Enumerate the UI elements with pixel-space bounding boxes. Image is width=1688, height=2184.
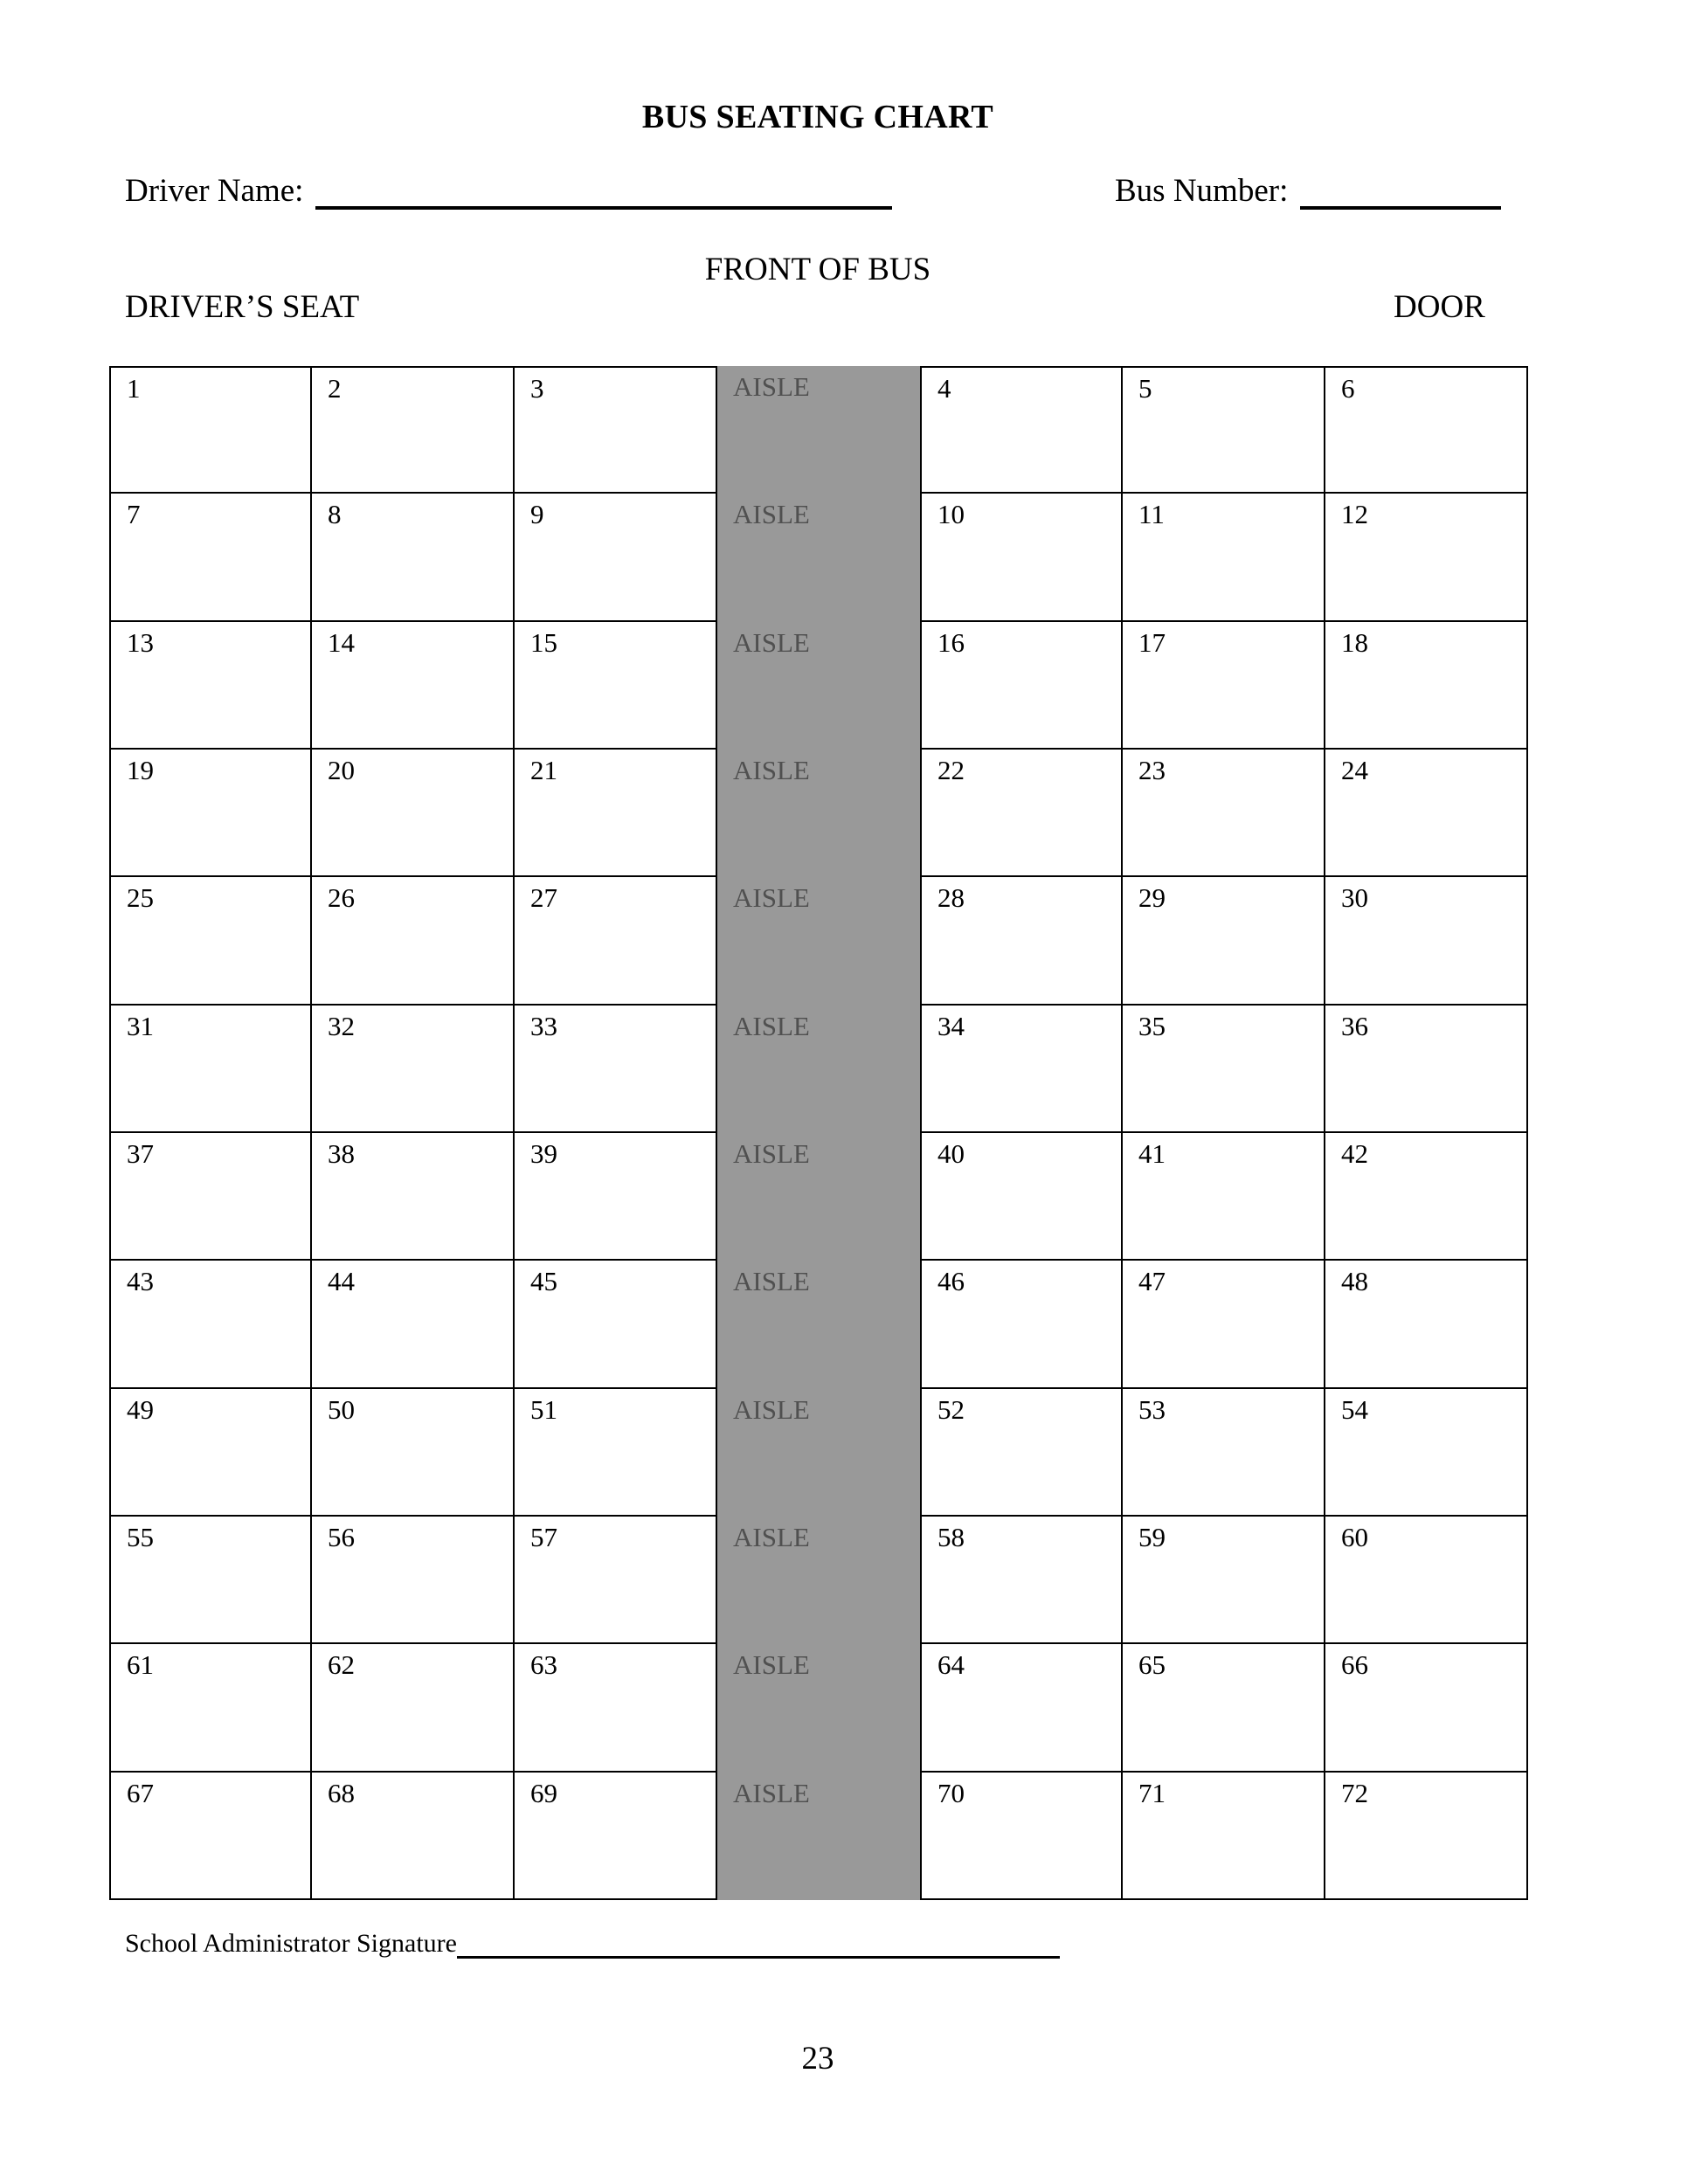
seat-cell[interactable]: 29	[1123, 877, 1325, 1005]
seat-cell[interactable]: 30	[1325, 877, 1528, 1005]
seat-cell[interactable]: 14	[312, 622, 515, 750]
seat-cell[interactable]: 2	[312, 366, 515, 494]
signature-blank[interactable]	[457, 1932, 1060, 1959]
seat-cell[interactable]: 51	[515, 1389, 717, 1517]
seat-cell[interactable]: 28	[920, 877, 1123, 1005]
seat-cell[interactable]: 49	[109, 1389, 312, 1517]
seat-cell[interactable]: 67	[109, 1773, 312, 1900]
aisle-cell: AISLE	[717, 1517, 920, 1644]
aisle-cell: AISLE	[717, 750, 920, 877]
driver-name-blank[interactable]	[315, 176, 892, 210]
seat-cell[interactable]: 71	[1123, 1773, 1325, 1900]
seat-cell[interactable]: 23	[1123, 750, 1325, 877]
seat-cell[interactable]: 31	[109, 1006, 312, 1133]
seat-cell[interactable]: 55	[109, 1517, 312, 1644]
seat-cell[interactable]: 17	[1123, 622, 1325, 750]
driver-name-field	[125, 172, 892, 210]
seat-cell[interactable]: 10	[920, 494, 1123, 621]
aisle-cell: AISLE	[717, 366, 920, 494]
seat-cell[interactable]: 41	[1123, 1133, 1325, 1261]
seating-grid	[109, 366, 1528, 1900]
aisle-cell: AISLE	[717, 622, 920, 750]
seat-cell[interactable]: 48	[1325, 1261, 1528, 1388]
seat-cell[interactable]: 9	[515, 494, 717, 621]
seat-cell[interactable]: 63	[515, 1644, 717, 1772]
signature-label: School Administrator Signature	[125, 1929, 457, 1958]
seat-cell[interactable]: 61	[109, 1644, 312, 1772]
seat-cell[interactable]: 37	[109, 1133, 312, 1261]
seat-cell[interactable]: 70	[920, 1773, 1123, 1900]
front-of-bus-label: FRONT OF BUS	[704, 252, 931, 287]
seat-cell[interactable]: 20	[312, 750, 515, 877]
seat-cell[interactable]: 65	[1123, 1644, 1325, 1772]
seat-cell[interactable]: 26	[312, 877, 515, 1005]
seat-cell[interactable]: 57	[515, 1517, 717, 1644]
seat-cell[interactable]: 3	[515, 366, 717, 494]
door-label: DOOR	[1394, 289, 1485, 325]
seat-cell[interactable]: 45	[515, 1261, 717, 1388]
seat-cell[interactable]: 47	[1123, 1261, 1325, 1388]
driver-name-label: Driver Name:	[125, 173, 304, 209]
seat-cell[interactable]: 12	[1325, 494, 1528, 621]
drivers-seat-label: DRIVER’S SEAT	[125, 289, 360, 325]
seat-cell[interactable]: 68	[312, 1773, 515, 1900]
seat-cell[interactable]: 7	[109, 494, 312, 621]
aisle-cell: AISLE	[717, 1133, 920, 1261]
bus-number-field	[1115, 172, 1501, 210]
seat-cell[interactable]: 32	[312, 1006, 515, 1133]
seat-cell[interactable]: 16	[920, 622, 1123, 750]
signature-field	[125, 1929, 1060, 1959]
seat-cell[interactable]: 35	[1123, 1006, 1325, 1133]
seat-cell[interactable]: 8	[312, 494, 515, 621]
aisle-cell: AISLE	[717, 1644, 920, 1772]
seat-cell[interactable]: 5	[1123, 366, 1325, 494]
seat-cell[interactable]: 66	[1325, 1644, 1528, 1772]
seat-cell[interactable]: 59	[1123, 1517, 1325, 1644]
seat-cell[interactable]: 25	[109, 877, 312, 1005]
seat-cell[interactable]: 53	[1123, 1389, 1325, 1517]
seat-cell[interactable]: 34	[920, 1006, 1123, 1133]
aisle-cell: AISLE	[717, 1389, 920, 1517]
seat-cell[interactable]: 69	[515, 1773, 717, 1900]
seat-cell[interactable]: 52	[920, 1389, 1123, 1517]
seat-cell[interactable]: 19	[109, 750, 312, 877]
aisle-cell: AISLE	[717, 494, 920, 621]
seat-cell[interactable]: 11	[1123, 494, 1325, 621]
seat-cell[interactable]: 27	[515, 877, 717, 1005]
seat-cell[interactable]: 39	[515, 1133, 717, 1261]
seat-cell[interactable]: 72	[1325, 1773, 1528, 1900]
seat-cell[interactable]: 42	[1325, 1133, 1528, 1261]
seat-cell[interactable]: 36	[1325, 1006, 1528, 1133]
seat-cell[interactable]: 24	[1325, 750, 1528, 877]
seat-cell[interactable]: 56	[312, 1517, 515, 1644]
bus-number-blank[interactable]	[1300, 176, 1501, 210]
seat-cell[interactable]: 40	[920, 1133, 1123, 1261]
seat-cell[interactable]: 21	[515, 750, 717, 877]
seat-cell[interactable]: 62	[312, 1644, 515, 1772]
seat-cell[interactable]: 13	[109, 622, 312, 750]
seat-cell[interactable]: 60	[1325, 1517, 1528, 1644]
seat-cell[interactable]: 43	[109, 1261, 312, 1388]
seat-cell[interactable]: 50	[312, 1389, 515, 1517]
aisle-cell: AISLE	[717, 1773, 920, 1900]
seat-cell[interactable]: 33	[515, 1006, 717, 1133]
page-title: BUS SEATING CHART	[641, 99, 994, 135]
aisle-cell: AISLE	[717, 1006, 920, 1133]
aisle-cell: AISLE	[717, 877, 920, 1005]
seat-cell[interactable]: 54	[1325, 1389, 1528, 1517]
seat-cell[interactable]: 44	[312, 1261, 515, 1388]
bus-number-label: Bus Number:	[1115, 173, 1289, 209]
seat-cell[interactable]: 4	[920, 366, 1123, 494]
seat-cell[interactable]: 38	[312, 1133, 515, 1261]
page-number: 23	[801, 2041, 834, 2077]
aisle-cell: AISLE	[717, 1261, 920, 1388]
seat-cell[interactable]: 15	[515, 622, 717, 750]
seat-cell[interactable]: 1	[109, 366, 312, 494]
seat-cell[interactable]: 22	[920, 750, 1123, 877]
seat-cell[interactable]: 6	[1325, 366, 1528, 494]
seat-cell[interactable]: 46	[920, 1261, 1123, 1388]
seat-cell[interactable]: 18	[1325, 622, 1528, 750]
seat-cell[interactable]: 64	[920, 1644, 1123, 1772]
seat-cell[interactable]: 58	[920, 1517, 1123, 1644]
